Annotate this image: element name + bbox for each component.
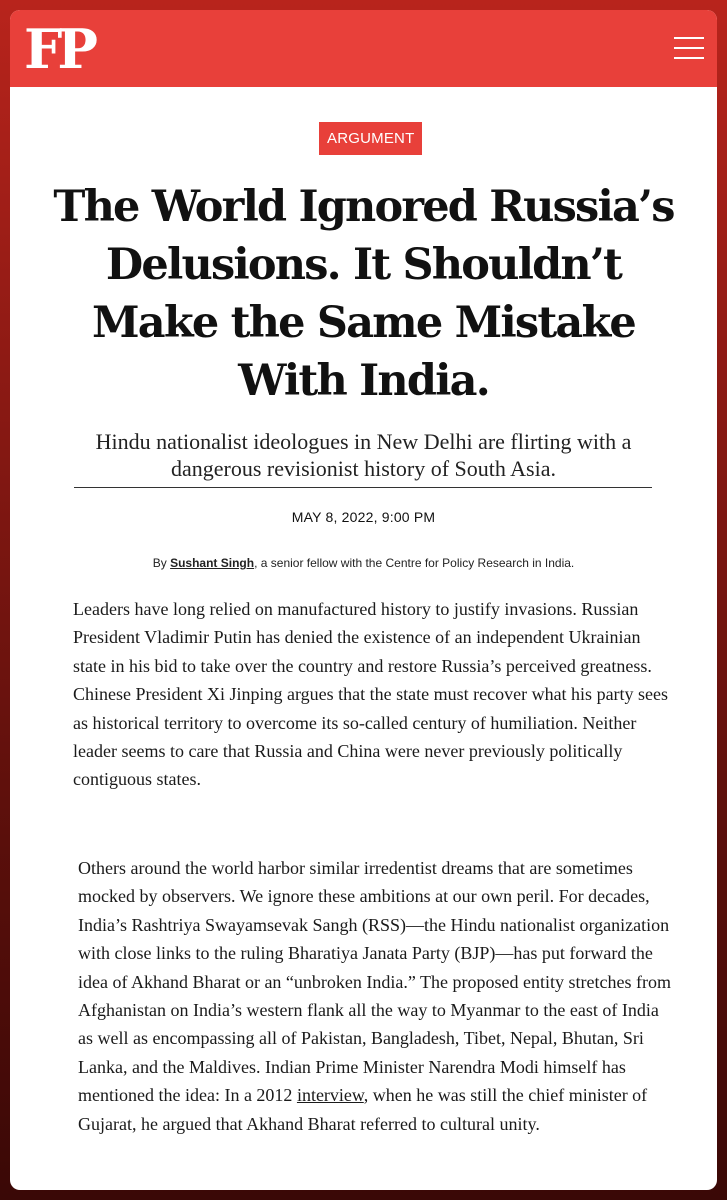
menu-bar-bottom <box>674 57 704 59</box>
site-header <box>10 10 717 87</box>
publish-date: MAY 8, 2022, 9:00 PM <box>291 509 436 525</box>
fp-logo[interactable]: FP <box>24 17 93 81</box>
article-headline: The World Ignored Russia’s Delusions. It Shouldn’t Make the Same Mistake With India. <box>53 182 674 406</box>
article-page <box>10 10 717 1190</box>
article-paragraph-2 <box>78 854 678 1138</box>
byline-suffix: , a senior fellow with the Centre for Policy Research in India. <box>254 556 575 570</box>
hamburger-menu-icon[interactable] <box>674 32 704 64</box>
byline-prefix: By <box>152 556 171 570</box>
paragraph-2-text-after-link: , when he was still the chief minister of Gujarat, he argued that Akhand Bharat referred to cultural unity. <box>78 1085 648 1134</box>
divider <box>74 487 652 488</box>
menu-bar-middle <box>674 47 704 49</box>
category-badge[interactable]: ARGUMENT <box>319 122 422 155</box>
article-paragraph-1: Leaders have long relied on manufactured history to justify invasions. Russian President Vladimir Putin has denied the existence of an independent Ukrainian state in his bid to take over the country and restore Russia’s perceived greatness. Chinese President Xi Jinping argues that the state must recover what his party sees as historical territory to overcome its so-called century of humiliation. Neither leader seems to care that Russia and China were never previously politically contiguous states. <box>73 599 669 790</box>
menu-bar-top <box>674 37 704 39</box>
byline <box>10 554 717 572</box>
article-dek: Hindu nationalist ideologues in New Delhi are flirting with a dangerous revisionist history of South Asia. <box>95 429 632 481</box>
interview-link[interactable]: interview <box>296 1085 364 1106</box>
author-link[interactable]: Sushant Singh <box>170 556 255 570</box>
paragraph-2-text-before-link: Others around the world harbor similar irredentist dreams that are sometimes mocked by observers. We ignore these ambitions at our own peril. For decades, India’s Rashtriya Swayamsevak Sangh (RSS)—the Hindu nationalist organization with close links to the ruling Bharatiya Janata Party (BJP)—has put forward the idea of Akhand Bharat or an “unbroken India.” The proposed entity stretches from Afghanistan on India’s western flank all the way to Myanmar to the east of India as well as encompassing all of Pakistan, Bangladesh, Tibet, Nepal, Bhutan, Sri Lanka, and the Maldives. Indian Prime Minister Narendra Modi himself has mentioned the idea: In a 2012 <box>78 858 671 1106</box>
